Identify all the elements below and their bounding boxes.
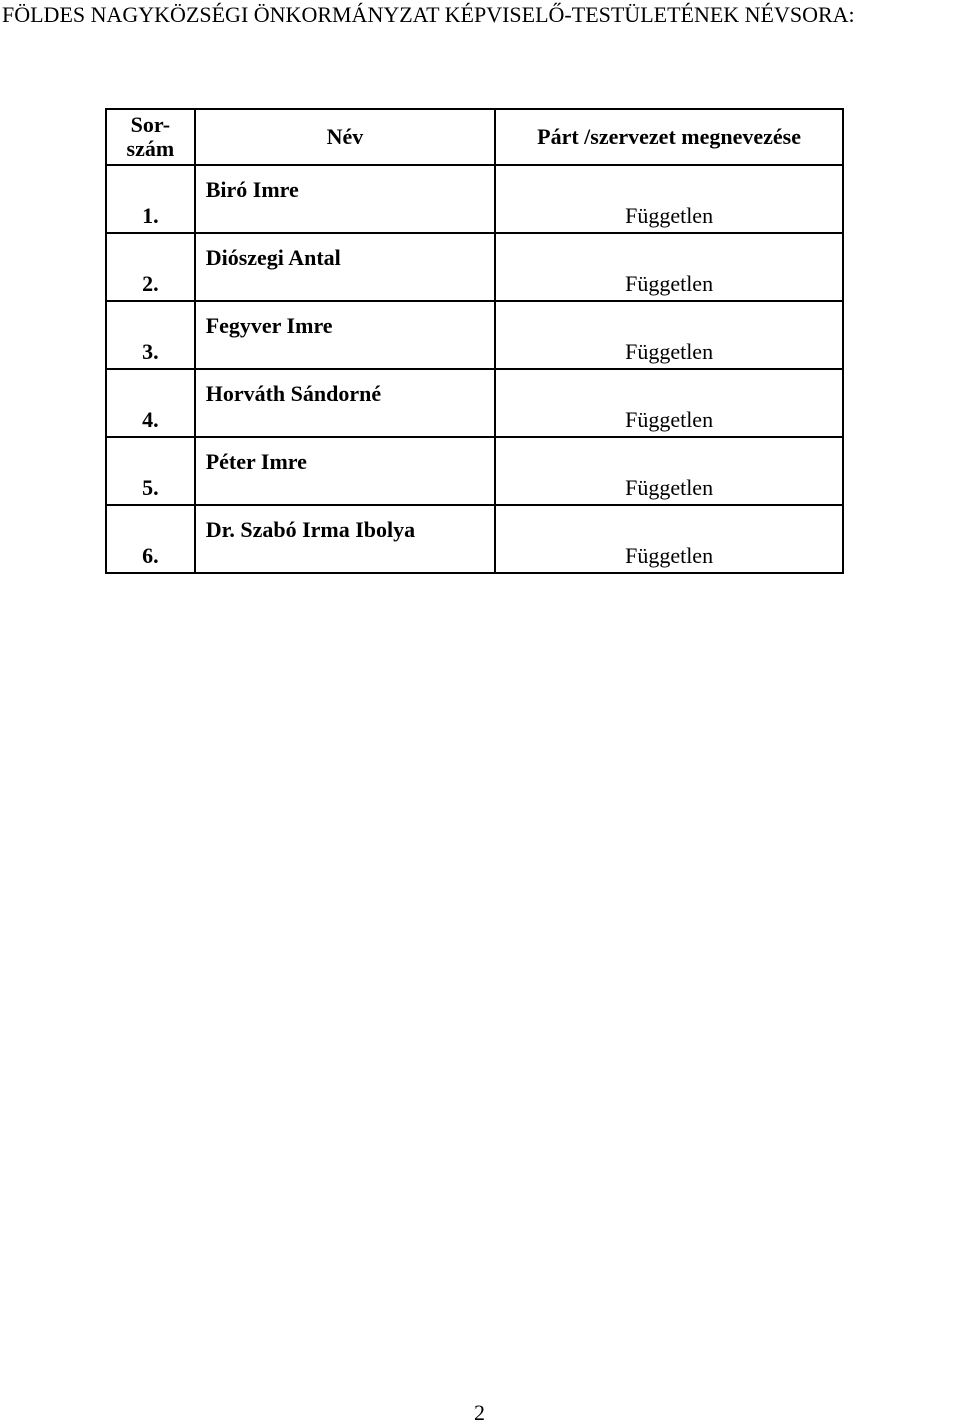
row-member-name: Péter Imre [195, 437, 495, 505]
table-row [106, 165, 843, 233]
row-member-name: Biró Imre [195, 165, 495, 233]
row-member-name: Horváth Sándorné [195, 369, 495, 437]
row-member-name: Dr. Szabó Irma Ibolya [195, 505, 495, 573]
header-serial-number-line2: szám [126, 136, 175, 161]
council-member-table [105, 108, 844, 574]
row-number: 3. [106, 301, 195, 369]
row-party: Független [495, 505, 843, 573]
header-serial-number [106, 109, 195, 165]
header-party-label: Párt /szervezet megnevezése [537, 124, 801, 149]
table-row [106, 505, 843, 573]
row-number: 2. [106, 233, 195, 301]
row-member-name: Diószegi Antal [195, 233, 495, 301]
page-number: 2 [474, 1400, 485, 1425]
table-row [106, 369, 843, 437]
table-row [106, 437, 843, 505]
row-party: Független [495, 165, 843, 233]
document-title: FÖLDES NAGYKÖZSÉGI ÖNKORMÁNYZAT KÉPVISELŐ-TESTÜLETÉNEK NÉVSORA: [2, 2, 855, 27]
row-number: 1. [106, 165, 195, 233]
table-header-row [106, 109, 843, 165]
row-number: 6. [106, 505, 195, 573]
row-party: Független [495, 233, 843, 301]
row-party: Független [495, 437, 843, 505]
header-name-label: Név [326, 124, 364, 149]
header-party [495, 109, 843, 165]
table-row [106, 233, 843, 301]
header-serial-number-line1: Sor- [130, 112, 171, 137]
table-row [106, 301, 843, 369]
header-name [195, 109, 495, 165]
row-number: 4. [106, 369, 195, 437]
row-party: Független [495, 369, 843, 437]
row-member-name: Fegyver Imre [195, 301, 495, 369]
row-party: Független [495, 301, 843, 369]
row-number: 5. [106, 437, 195, 505]
